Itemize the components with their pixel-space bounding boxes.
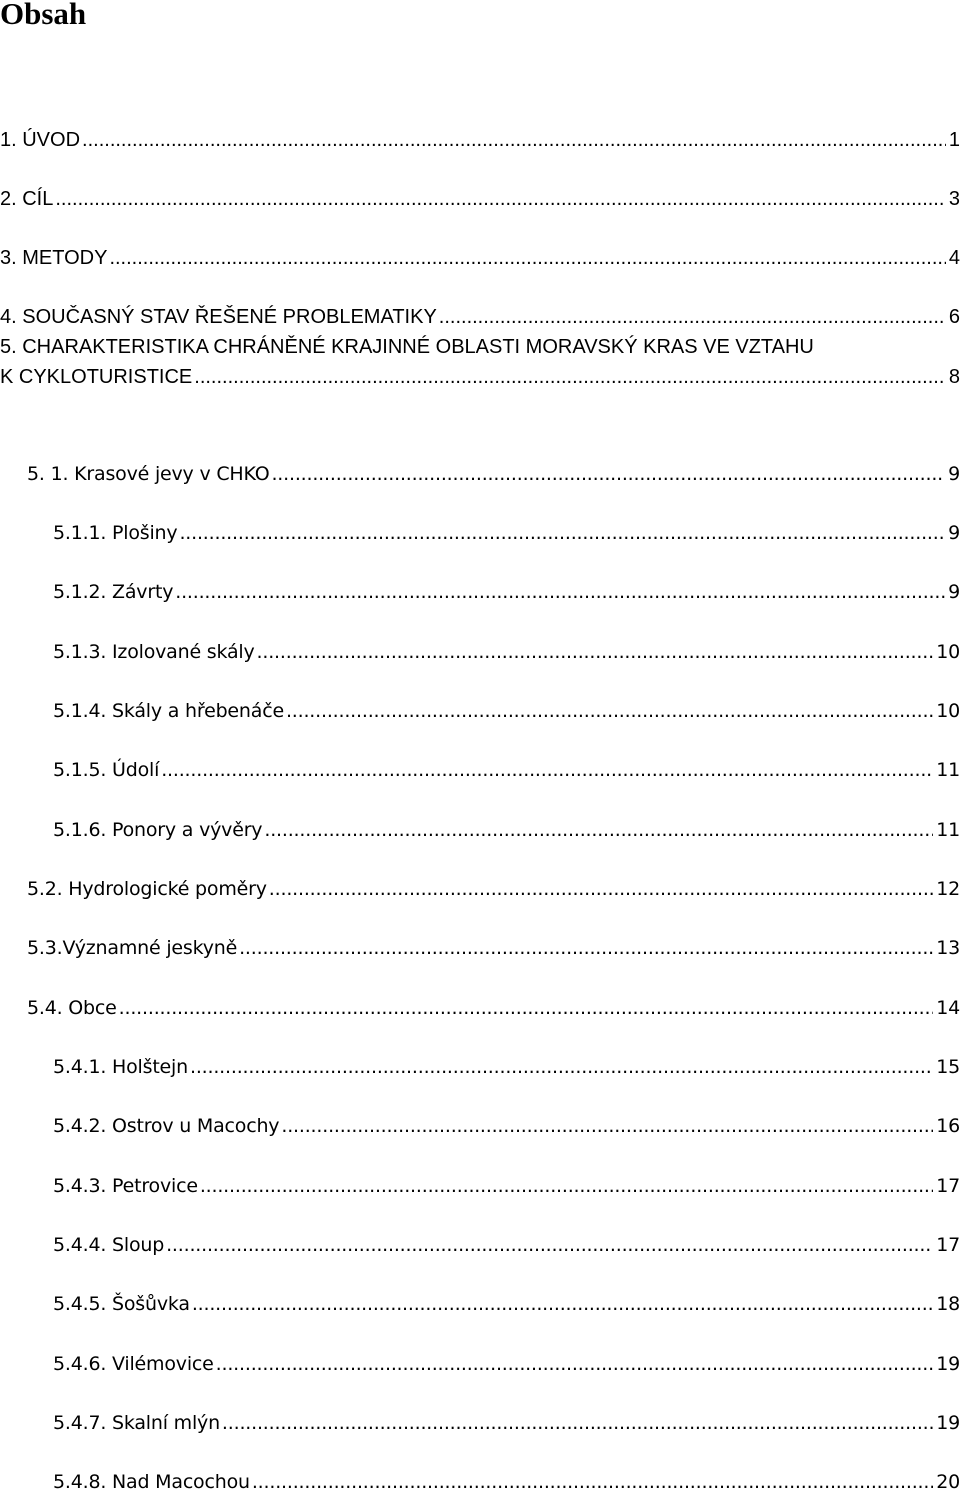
toc-entry-title: 1. ÚVOD [0, 129, 81, 151]
toc-entry-page: 9 [948, 581, 960, 603]
dot-leader [239, 936, 933, 960]
toc-entry-cil[interactable] [0, 181, 960, 211]
toc-entry-page: 16 [936, 1115, 960, 1137]
toc-entry-page: 4 [948, 247, 960, 269]
toc-entry-page: 15 [936, 1056, 960, 1078]
toc-entry-page: 11 [936, 819, 960, 841]
page-title: Obsah [0, 0, 87, 31]
toc-entry-title: 5.4.6. Vilémovice [53, 1353, 214, 1375]
toc-entry-title: 5.1.4. Skály a hřebenáče [53, 700, 284, 722]
toc-entry-udoli[interactable] [53, 752, 960, 782]
dot-leader [286, 699, 933, 723]
dot-leader [109, 246, 945, 270]
toc-entry-izolovane-skaly[interactable] [53, 634, 960, 664]
toc-entry-page: 6 [948, 306, 960, 328]
toc-entry-title: 5.1.6. Ponory a vývěry [53, 819, 263, 841]
dot-leader [82, 128, 946, 152]
toc-entry-title: 5.4.4. Sloup [53, 1234, 165, 1256]
toc-entry-title: 2. CÍL [0, 188, 54, 210]
toc-entry-title: 5.2. Hydrologické poměry [27, 878, 267, 900]
dot-leader [166, 1233, 933, 1257]
toc-entry-page: 14 [936, 997, 960, 1019]
toc-entry-title: 5.4.5. Šošůvka [53, 1293, 190, 1315]
toc-entry-title: 3. METODY [0, 247, 108, 269]
dot-leader [161, 758, 933, 782]
dot-leader [194, 365, 946, 389]
toc-entry-title: 5. 1. Krasové jevy v CHKO [27, 463, 270, 485]
toc-entry-title: 5.4.8. Nad Macochou [53, 1471, 250, 1493]
toc-entry-page: 9 [948, 463, 960, 485]
toc-entry-page: 19 [936, 1412, 960, 1434]
dot-leader [257, 640, 934, 664]
dot-leader [252, 1470, 933, 1494]
dot-leader [119, 996, 934, 1020]
toc-entry-title: 5.4. Obce [27, 997, 117, 1019]
toc-entry-page: 18 [936, 1293, 960, 1315]
toc-entry-sloup[interactable] [53, 1227, 960, 1257]
toc-entry-title-line2: K CYKLOTURISTICE [0, 366, 193, 388]
toc-entry-sosuvka[interactable] [53, 1286, 960, 1316]
toc-entry-page: 12 [936, 878, 960, 900]
toc-entry-charakteristika[interactable] [0, 333, 960, 389]
toc-entry-title: 5.1.2. Závrty [53, 581, 174, 603]
toc-entry-page: 20 [936, 1471, 960, 1493]
toc-entry-page: 17 [936, 1175, 960, 1197]
toc-entry-title: 5.1.3. Izolované skály [53, 641, 255, 663]
dot-leader [222, 1411, 933, 1435]
dot-leader [269, 877, 933, 901]
dot-leader [55, 187, 946, 211]
dot-leader [216, 1352, 934, 1376]
dot-leader [271, 462, 945, 486]
toc-entry-page: 13 [936, 937, 960, 959]
dot-leader [439, 305, 946, 329]
toc-entry-title: 5.4.7. Skalní mlýn [53, 1412, 220, 1434]
toc-entry-soucasny-stav[interactable] [0, 299, 960, 329]
toc-entry-nad-macochou[interactable] [53, 1464, 960, 1494]
dot-leader [192, 1292, 933, 1316]
toc-entry-title-line1: 5. CHARAKTERISTIKA CHRÁNĚNÉ KRAJINNÉ OBLASTI MORAVSKÝ KRAS VE VZTAHU [0, 336, 814, 358]
toc-entry-title: 5.1.5. Údolí [53, 759, 160, 781]
toc-entry-krasove-jevy[interactable] [27, 456, 960, 486]
toc-entry-page: 8 [948, 366, 960, 388]
toc-entry-metody[interactable] [0, 240, 960, 270]
toc-entry-page: 3 [948, 188, 960, 210]
dot-leader [281, 1114, 933, 1138]
dot-leader [190, 1055, 933, 1079]
toc-entry-skalni-mlyn[interactable] [53, 1405, 960, 1435]
dot-leader [264, 818, 933, 842]
toc-entry-page: 11 [936, 759, 960, 781]
toc-entry-holstejn[interactable] [53, 1049, 960, 1079]
toc-entry-page: 10 [936, 700, 960, 722]
toc-entry-page: 1 [948, 129, 960, 151]
toc-entry-page: 17 [936, 1234, 960, 1256]
toc-entry-vilemovice[interactable] [53, 1346, 960, 1376]
toc-entry-page: 9 [948, 522, 960, 544]
toc-entry-title: 5.3.Významné jeskyně [27, 937, 238, 959]
toc-entry-uvod[interactable] [0, 122, 960, 152]
dot-leader [200, 1174, 933, 1198]
toc-entry-ostrov-u-macochy[interactable] [53, 1108, 960, 1138]
toc-entry-skaly-hrebenace[interactable] [53, 693, 960, 723]
toc-entry-hydrologicke-pomery[interactable] [27, 871, 960, 901]
toc-entry-title: 5.4.1. Holštejn [53, 1056, 188, 1078]
dot-leader [179, 521, 945, 545]
toc-entry-plosiny[interactable] [53, 515, 960, 545]
toc-entry-title: 5.1.1. Plošiny [53, 522, 178, 544]
toc-entry-zavrty[interactable] [53, 574, 960, 604]
toc-entry-petrovice[interactable] [53, 1168, 960, 1198]
toc-entry-title: 5.4.2. Ostrov u Macochy [53, 1115, 280, 1137]
toc-entry-page: 19 [936, 1353, 960, 1375]
toc-entry-title: 5.4.3. Petrovice [53, 1175, 198, 1197]
dot-leader [175, 580, 945, 604]
toc-entry-vyznamne-jeskyne[interactable] [27, 930, 960, 960]
toc-entry-obce[interactable] [27, 990, 960, 1020]
toc-entry-ponory-vyvery[interactable] [53, 812, 960, 842]
toc-entry-page: 10 [936, 641, 960, 663]
toc-entry-title: 4. SOUČASNÝ STAV ŘEŠENÉ PROBLEMATIKY [0, 306, 437, 328]
